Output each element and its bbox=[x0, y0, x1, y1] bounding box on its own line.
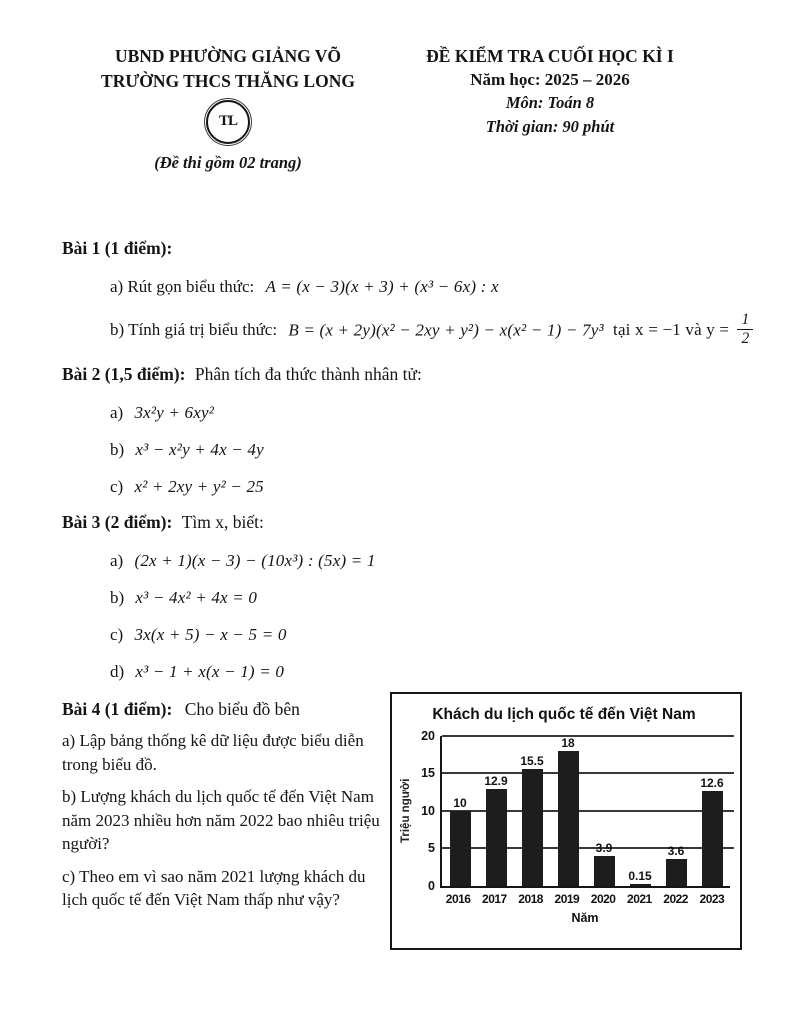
school-logo-icon bbox=[206, 100, 250, 144]
bar-value-2022: 3.6 bbox=[667, 843, 685, 858]
exam-pages-note: (Đề thi gồm 02 trang) bbox=[154, 152, 302, 172]
bar-2018 bbox=[522, 769, 543, 885]
problem-number: Bài 4 (1 điểm): bbox=[62, 698, 173, 719]
problems-section bbox=[62, 237, 792, 950]
item-intro: a) bbox=[110, 550, 124, 570]
y-tick-10: 10 bbox=[421, 803, 435, 818]
item-formula: (2x + 1)(x − 3) − (10x³) : (5x) = 1 bbox=[134, 550, 376, 570]
y-axis-ticks bbox=[414, 728, 440, 893]
bar-slot-2019 bbox=[550, 736, 586, 886]
x-axis-label: Năm bbox=[571, 910, 599, 925]
problem-item bbox=[110, 625, 792, 645]
item-intro: b) bbox=[110, 587, 125, 607]
bar-value-2020: 3.9 bbox=[595, 841, 613, 856]
problem-number: Bài 2 (1,5 điểm): bbox=[62, 364, 186, 385]
problem-heading bbox=[62, 511, 792, 534]
item-formula: 3x²y + 6xy² bbox=[134, 402, 215, 422]
item-intro: c) bbox=[110, 624, 124, 644]
school-logo-monogram: TL bbox=[218, 113, 237, 130]
exam-year: Năm học: 2025 – 2026 bbox=[470, 69, 630, 89]
fraction-denominator: 2 bbox=[741, 329, 750, 347]
school-district: UBND PHƯỜNG GIẢNG VÕ bbox=[114, 46, 342, 66]
exam-title-block bbox=[382, 44, 718, 173]
item-intro: b) Tính giá trị biểu thức: bbox=[110, 320, 278, 340]
y-tick-15: 15 bbox=[421, 766, 435, 781]
bar-slot-2016 bbox=[442, 736, 478, 886]
item-formula: x³ − 1 + x(x − 1) = 0 bbox=[135, 661, 285, 681]
x-tick-2021: 2021 bbox=[627, 891, 652, 906]
item-condition: tại x = −1 và y = bbox=[613, 320, 730, 340]
chart-title: Khách du lịch quốc tế đến Việt Nam bbox=[432, 705, 696, 723]
problem-item bbox=[110, 551, 792, 571]
fraction-numerator: 1 bbox=[737, 312, 753, 330]
bar-2016 bbox=[450, 811, 471, 886]
x-axis-ticks bbox=[440, 892, 730, 906]
bar-2020 bbox=[594, 856, 615, 885]
bar-value-2017: 12.9 bbox=[484, 773, 508, 788]
problem-item bbox=[110, 403, 792, 423]
school-block bbox=[78, 44, 378, 173]
y-tick-5: 5 bbox=[428, 841, 435, 856]
bar-value-2016: 10 bbox=[453, 795, 467, 810]
problem-instruction: Cho biểu đồ bên bbox=[184, 698, 300, 719]
plot-column bbox=[440, 736, 730, 925]
problem-1 bbox=[62, 237, 792, 349]
exam-title: ĐỀ KIỂM TRA CUỐI HỌC KÌ I bbox=[426, 46, 674, 66]
bar-2023 bbox=[702, 791, 723, 886]
bar-slot-2022 bbox=[658, 736, 694, 886]
bar-value-2018: 15.5 bbox=[520, 754, 544, 769]
plot-area bbox=[440, 736, 730, 888]
y-tick-0: 0 bbox=[428, 878, 435, 893]
question-b: b) Lượng khách du lịch quốc tế đến Việt Nam năm 2023 nhiều hơn năm 2022 bao nhiêu triệu người? bbox=[62, 787, 380, 854]
x-tick-2022: 2022 bbox=[663, 891, 688, 906]
school-name: TRƯỜNG THCS THĂNG LONG bbox=[101, 71, 355, 92]
item-formula: A = (x − 3)(x + 3) + (x³ − 6x) : x bbox=[265, 276, 499, 296]
x-tick-2016: 2016 bbox=[445, 891, 471, 906]
bar-value-2023: 12.6 bbox=[700, 776, 724, 791]
problem-item bbox=[110, 440, 792, 460]
problem-2 bbox=[62, 363, 792, 497]
exam-duration: Thời gian: 90 phút bbox=[485, 117, 615, 137]
problem-heading bbox=[62, 698, 392, 721]
bar-2021 bbox=[630, 884, 651, 885]
problem-instruction: Tìm x, biết: bbox=[181, 511, 264, 532]
bar-slot-2023 bbox=[694, 736, 730, 886]
bar-slot-2018 bbox=[514, 736, 550, 886]
item-intro: c) bbox=[110, 476, 124, 496]
y-tick-20: 20 bbox=[421, 728, 435, 743]
item-formula: x³ − x²y + 4x − 4y bbox=[135, 439, 264, 459]
bar-slot-2017 bbox=[478, 736, 514, 886]
bar-value-2019: 18 bbox=[561, 735, 575, 750]
bar-value-2021: 0.15 bbox=[628, 869, 652, 884]
bar-2017 bbox=[486, 789, 507, 886]
x-tick-2017: 2017 bbox=[482, 891, 507, 906]
bar-2019 bbox=[558, 751, 579, 886]
problem-4 bbox=[62, 698, 392, 912]
problem-item bbox=[110, 310, 792, 350]
x-tick-2020: 2020 bbox=[590, 891, 616, 906]
item-intro: a) Rút gọn biểu thức: bbox=[110, 276, 255, 296]
problem-item bbox=[110, 277, 792, 297]
problem-item bbox=[110, 588, 792, 608]
bar-2022 bbox=[666, 859, 687, 886]
tourism-chart bbox=[390, 692, 742, 950]
x-tick-2019: 2019 bbox=[554, 891, 580, 906]
problem-item bbox=[110, 662, 792, 682]
problem-number: Bài 1 (1 điểm): bbox=[62, 237, 173, 258]
problem-item bbox=[110, 477, 792, 497]
problem-4-row bbox=[62, 698, 792, 950]
x-tick-2023: 2023 bbox=[699, 891, 725, 906]
bar-slot-2020 bbox=[586, 736, 622, 886]
problem-heading bbox=[62, 363, 792, 386]
item-formula: x³ − 4x² + 4x = 0 bbox=[135, 587, 258, 607]
item-formula: B = (x + 2y)(x² − 2xy + y²) − x(x² − 1) − 7y³ bbox=[288, 320, 604, 340]
item-intro: d) bbox=[110, 661, 125, 681]
item-intro: a) bbox=[110, 402, 124, 422]
problem-number: Bài 3 (2 điểm): bbox=[62, 511, 173, 532]
question-c: c) Theo em vì sao năm 2021 lượng khách du lịch quốc tế đến Việt Nam thấp như vậy? bbox=[62, 866, 366, 909]
exam-subject: Môn: Toán 8 bbox=[505, 93, 595, 113]
chart-body bbox=[398, 728, 730, 925]
item-formula: 3x(x + 5) − x − 5 = 0 bbox=[134, 624, 287, 644]
problem-3 bbox=[62, 511, 792, 682]
item-formula: x² + 2xy + y² − 25 bbox=[134, 476, 264, 496]
problem-heading bbox=[62, 237, 792, 260]
page-header bbox=[0, 0, 792, 173]
problem-instruction: Phân tích đa thức thành nhân tử: bbox=[194, 364, 422, 385]
item-intro: b) bbox=[110, 439, 125, 459]
fraction bbox=[737, 312, 753, 348]
question-a: a) Lập bảng thống kê dữ liệu được biểu diễn trong biểu đồ. bbox=[62, 731, 364, 774]
bar-slot-2021 bbox=[622, 736, 658, 886]
y-axis-label: Triệu người bbox=[400, 778, 412, 843]
x-tick-2018: 2018 bbox=[518, 891, 543, 906]
